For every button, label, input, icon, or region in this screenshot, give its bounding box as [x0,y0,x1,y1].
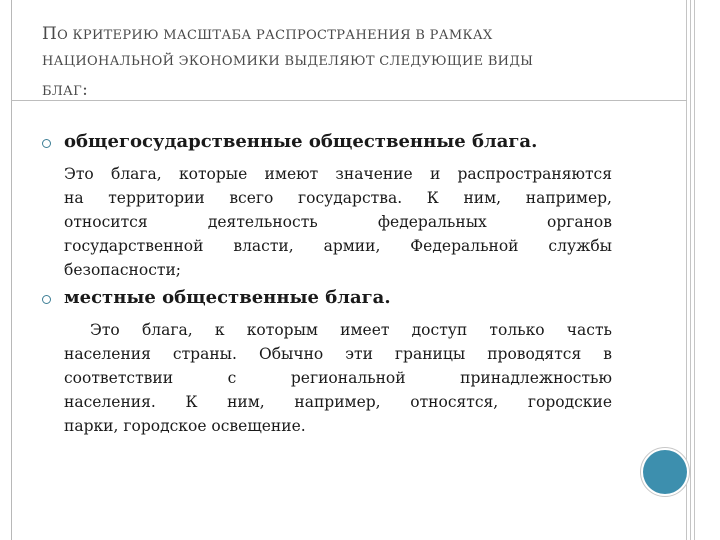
title-line-1: О КРИТЕРИЮ МАСШТАБА РАСПРОСТРАНЕНИЯ В РАМКАХ [57,28,493,43]
item-description-line: относится деятельность федеральных органов [64,213,612,231]
title-separator [11,100,687,101]
item-description-line: парки, городское освещение. [64,417,306,435]
bullet-ring-icon [42,295,51,304]
title-initial: П [42,24,58,44]
item-description [64,318,612,438]
item-description-line: Это блага, которые имеют значение и распространяются [64,165,612,183]
slide-frame-left [11,0,12,540]
item-description-line: безопасности; [64,261,182,279]
title-colon: : [82,80,89,100]
title-line-3: БЛАГ [42,84,83,99]
slide-frame-right-line [690,0,691,540]
item-description-line: населения. К ним, например, относятся, городские [64,393,612,411]
item-description-line: на территории всего государства. К ним, например, [64,189,612,207]
item-description-line: государственной власти, армии, Федеральной службы [64,237,612,255]
title-line-2: НАЦИОНАЛЬНОЙ ЭКОНОМИКИ ВЫДЕЛЯЮТ СЛЕДУЮЩИЕ ВИДЫ [42,54,534,69]
item-heading: местные общественные блага. [64,287,391,308]
item-description-line: населения страны. Обычно эти границы проводятся в [64,345,612,363]
bullet-ring-icon [42,139,51,148]
decorative-circle-fill [643,450,687,494]
item-heading: общегосударственные общественные блага. [64,131,538,152]
item-description [64,162,612,282]
item-description-line: соответствии с региональной принадлежностью [64,369,612,387]
slide-title [42,20,642,104]
item-description-line: Это блага, к которым имеет доступ только часть [90,321,612,339]
slide-frame-right-line [694,0,695,540]
